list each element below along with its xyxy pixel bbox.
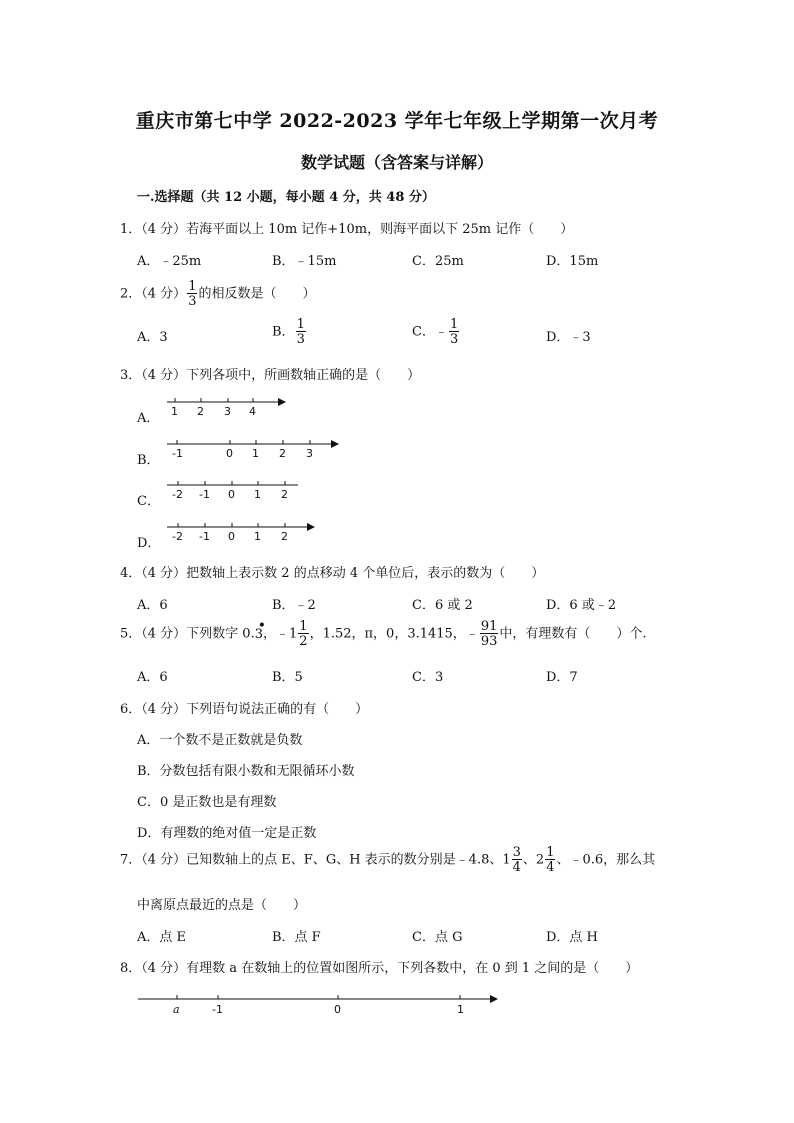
q8-number-line <box>130 988 510 1022</box>
axis-c-tick-label: -1 <box>199 488 210 501</box>
q2-option-c-label: C．﹣ <box>412 324 448 340</box>
q7-f2-den: 4 <box>546 860 555 875</box>
q5-option-c: C．3 <box>412 670 444 685</box>
q6-option-b: B．分数包括有限小数和无限循环小数 <box>137 764 355 779</box>
q7-mid: 、2 <box>522 852 545 868</box>
repeat-dot-icon: • <box>257 617 266 634</box>
q8-label-a: a <box>173 1003 180 1016</box>
q1-option-c: C．25m <box>412 254 464 269</box>
q8-axis-arrow <box>490 995 498 1003</box>
q5-mid2: ，1.52，π，0，3.1415，﹣ <box>309 626 479 642</box>
q2-option-b-num: 1 <box>296 317 305 332</box>
axis-b-arrow <box>331 440 339 448</box>
q2-option-b-den: 3 <box>296 332 305 347</box>
q3-option-c-label: C． <box>137 494 160 509</box>
q7-f1-num: 3 <box>512 845 521 860</box>
q6-option-d: D．有理数的绝对值一定是正数 <box>137 826 317 841</box>
section-header: 一.选择题（共 12 小题，每小题 4 分，共 48 分） <box>137 190 435 205</box>
q2-option-b-label: B． <box>272 324 295 340</box>
q5-frac-den: 93 <box>480 634 498 649</box>
q5-repeating-digit <box>254 617 266 642</box>
axis-b-tick-label: 0 <box>226 447 233 460</box>
q4-option-b: B．﹣2 <box>272 598 316 613</box>
q1-option-d: D．15m <box>546 254 599 269</box>
q4-option-a: A．6 <box>137 598 168 613</box>
q7-prefix: 7．（4 分）已知数轴上的点 E、F、G、H 表示的数分别是﹣4.8、1 <box>120 852 511 868</box>
q3-option-d-label: D． <box>137 536 161 551</box>
question-7-stem <box>120 846 655 874</box>
q6-option-c: C．0 是正数也是有理数 <box>137 795 277 810</box>
q2-frac-num: 1 <box>188 279 197 294</box>
q5-frac-num: 91 <box>480 619 498 634</box>
q3-axis-c <box>160 477 310 503</box>
q1-option-a: A．﹣25m <box>137 254 202 269</box>
q7-f1-den: 4 <box>512 860 521 875</box>
axis-c-tick-label: 0 <box>228 488 235 501</box>
page-title: 重庆市第七中学 2022-2023 学年七年级上学期第一次月考 <box>135 110 659 132</box>
axis-a-tick-label: 2 <box>197 405 204 418</box>
q8-label-neg1: -1 <box>212 1003 223 1016</box>
question-2-stem <box>120 280 315 308</box>
axis-a-tick-label: 3 <box>224 405 231 418</box>
q5-mixed-den: 2 <box>299 634 308 649</box>
q5-prefix: 5．（4 分）下列数字 0. <box>120 626 255 642</box>
axis-b-tick-label: 2 <box>279 447 286 460</box>
axis-a-arrow <box>278 398 286 406</box>
question-6-stem: 6．（4 分）下列语句说法正确的有（ ） <box>120 702 369 717</box>
q7-option-b: B．点 F <box>272 930 321 945</box>
axis-c-tick-label: 1 <box>254 488 261 501</box>
q2-option-b-fraction <box>296 318 306 346</box>
q4-option-c: C．6 或 2 <box>412 598 473 613</box>
question-1-stem: 1．（4 分）若海平面以上 10m 记作+10m，则海平面以下 25m 记作（ ） <box>120 222 574 237</box>
axis-b-tick-label: 3 <box>306 447 313 460</box>
q4-option-d: D．6 或﹣2 <box>546 598 617 613</box>
q7-option-d: D．点 H <box>546 930 598 945</box>
question-8-stem: 8．（4 分）有理数 a 在数轴上的位置如图所示，下列各数中，在 0 到 1 之间的是（ ） <box>120 961 639 976</box>
q2-frac-den: 3 <box>188 294 197 309</box>
q7-option-a: A．点 E <box>137 930 187 945</box>
axis-d-tick-label: 2 <box>281 530 288 543</box>
q5-fraction <box>480 620 499 648</box>
axis-c-tick-label: -2 <box>172 488 183 501</box>
q2-option-c-den: 3 <box>449 332 459 347</box>
q2-option-c-num: 1 <box>449 317 459 332</box>
q3-option-b-label: B． <box>137 453 160 468</box>
q5-option-a: A．6 <box>137 670 168 685</box>
q5-mixed-num: 1 <box>299 619 308 634</box>
q5-option-b: B．5 <box>272 670 303 685</box>
axis-a-tick-label: 1 <box>171 405 178 418</box>
axis-b-tick-label: -1 <box>172 447 183 460</box>
question-4-stem: 4．（4 分）把数轴上表示数 2 的点移动 4 个单位后，表示的数为（ ） <box>120 566 545 581</box>
q3-axis-a <box>160 394 290 420</box>
q5-repeat-digit-text: 3 <box>254 626 263 642</box>
question-5-stem <box>120 617 647 649</box>
axis-d-tick-label: 0 <box>228 530 235 543</box>
q2-option-c-fraction <box>449 318 459 346</box>
axis-a-tick-label: 4 <box>249 405 256 418</box>
question-7-line2: 中离原点最近的点是（ ） <box>137 898 307 913</box>
axis-d-tick-label: -1 <box>199 530 210 543</box>
q3-axis-b <box>160 436 345 462</box>
q7-fraction-1 <box>512 846 522 874</box>
axis-c-tick-label: 2 <box>281 488 288 501</box>
axis-d-tick-label: 1 <box>254 530 261 543</box>
q7-fraction-2 <box>545 846 555 874</box>
q2-suffix: 的相反数是（ ） <box>198 286 316 302</box>
page-subtitle: 数学试题（含答案与详解） <box>300 153 493 172</box>
question-3-stem: 3．（4 分）下列各项中，所画数轴正确的是（ ） <box>120 368 421 383</box>
q8-label-1: 1 <box>457 1003 464 1016</box>
q5-mixed-fraction <box>298 620 308 648</box>
q8-label-0: 0 <box>334 1003 341 1016</box>
q5-mid1: ，﹣1 <box>263 626 298 642</box>
q7-option-c: C．点 G <box>412 930 463 945</box>
axis-d-tick-label: -2 <box>172 530 183 543</box>
axis-d-arrow <box>307 523 315 531</box>
q2-option-a: A．3 <box>137 330 168 345</box>
q5-suffix: 中，有理数有（ ）个. <box>499 626 647 642</box>
q2-fraction <box>187 280 197 308</box>
q3-option-a-label: A． <box>137 411 160 426</box>
q2-option-d: D．﹣3 <box>546 330 591 345</box>
q7-f2-num: 1 <box>546 845 555 860</box>
q6-option-a: A．一个数不是正数就是负数 <box>137 733 303 748</box>
q2-option-b <box>272 318 307 346</box>
q1-option-b: B．﹣15m <box>272 254 337 269</box>
q3-axis-d <box>160 519 320 545</box>
axis-b-tick-label: 1 <box>252 447 259 460</box>
q7-suffix: 、﹣0.6，那么其 <box>556 852 656 868</box>
q5-option-d: D．7 <box>546 670 578 685</box>
q2-prefix: 2．（4 分） <box>120 286 187 302</box>
q2-option-c <box>412 318 460 346</box>
